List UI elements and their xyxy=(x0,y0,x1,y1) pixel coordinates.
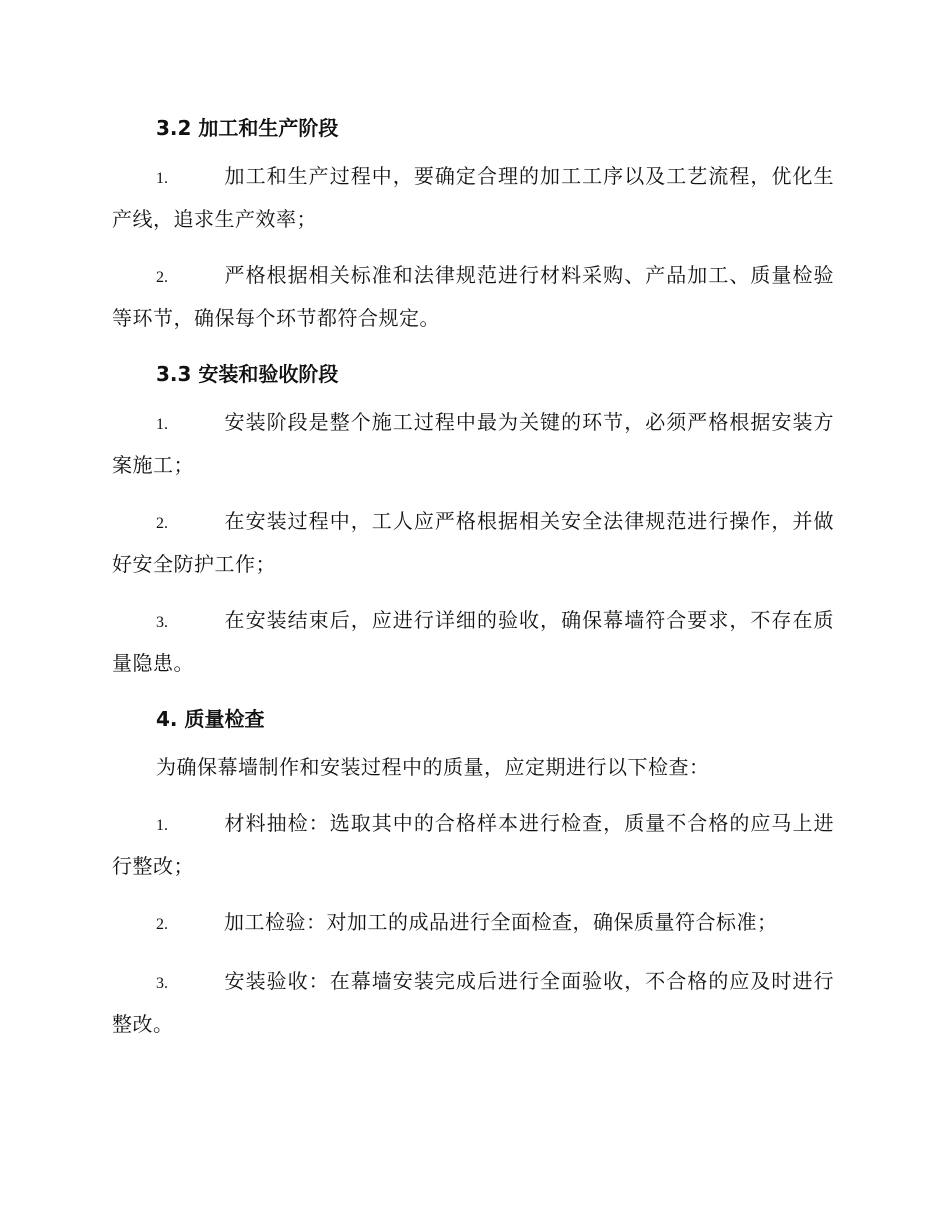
list-text: 在安装结束后，应进行详细的验收，确保幕墙符合要求，不存在质量隐患。 xyxy=(112,608,834,675)
list-text: 在安装过程中，工人应严格根据相关安全法律规范进行操作，并做好安全防护工作； xyxy=(112,509,834,576)
list-text: 材料抽检：选取其中的合格样本进行检查，质量不合格的应马上进行整改； xyxy=(112,811,834,878)
list-text: 加工和生产过程中，要确定合理的加工工序以及工艺流程，优化生产线，追求生产效率； xyxy=(112,164,834,231)
list-number: 1. xyxy=(156,817,168,834)
list-item xyxy=(112,501,834,584)
list-number: 1. xyxy=(156,170,168,187)
list-number: 2. xyxy=(156,515,168,532)
list-item xyxy=(112,803,834,886)
document-body xyxy=(112,108,834,1060)
list-text: 安装验收：在幕墙安装完成后进行全面验收，不合格的应及时进行整改。 xyxy=(112,969,834,1036)
section-heading-3-2: 3.2 加工和生产阶段 xyxy=(156,116,339,140)
section-heading-3-3: 3.3 安装和验收阶段 xyxy=(156,362,339,386)
list-item xyxy=(112,600,834,683)
list-number: 3. xyxy=(156,975,168,992)
list-number: 2. xyxy=(156,269,168,286)
list-item xyxy=(112,156,834,239)
list-item xyxy=(112,961,834,1044)
list-item xyxy=(112,402,834,485)
list-text: 加工检验：对加工的成品进行全面检查，确保质量符合标准； xyxy=(224,910,778,934)
list-text: 安装阶段是整个施工过程中最为关键的环节，必须严格根据安装方案施工； xyxy=(112,410,834,477)
list-text: 严格根据相关标准和法律规范进行材料采购、产品加工、质量检验等环节，确保每个环节都符合规定。 xyxy=(112,263,834,330)
list-item xyxy=(112,255,834,338)
list-number: 1. xyxy=(156,416,168,433)
list-item xyxy=(112,902,834,945)
list-number: 2. xyxy=(156,916,168,933)
list-number: 3. xyxy=(156,614,168,631)
section-heading-4: 4. 质量检查 xyxy=(156,707,265,731)
section-intro: 为确保幕墙制作和安装过程中的质量，应定期进行以下检查： xyxy=(156,755,710,779)
